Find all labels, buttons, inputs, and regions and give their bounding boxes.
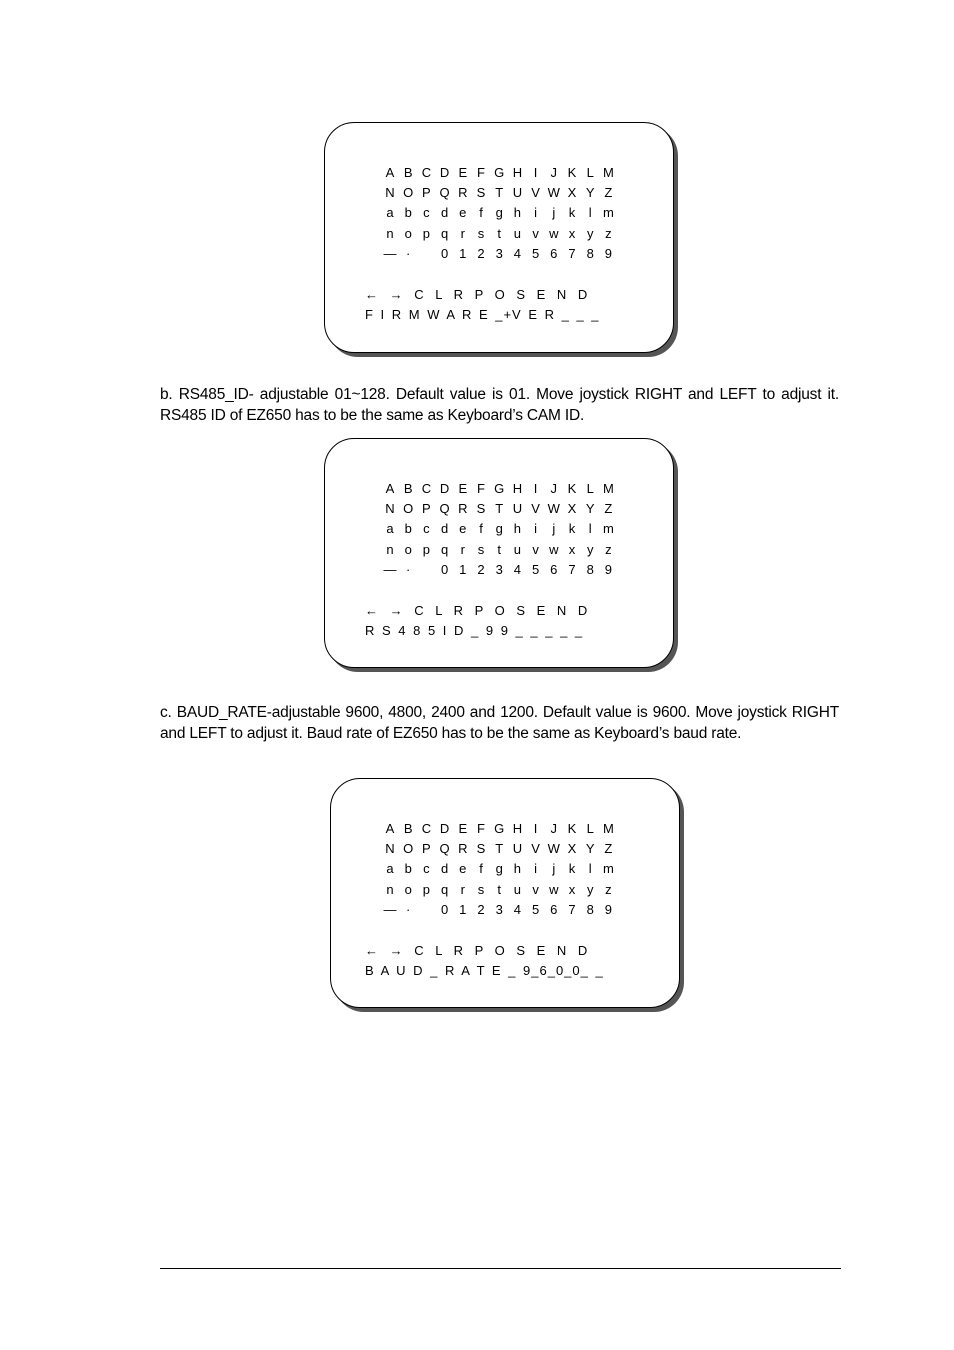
osd-char: k xyxy=(568,205,576,220)
osd-char: Y xyxy=(585,841,595,856)
osd-char: Q xyxy=(439,841,450,856)
osd-char: h xyxy=(513,205,521,220)
osd-entry-row: B A U D _ R A T E _ 9_6_0_0_ _ xyxy=(365,963,604,978)
osd-char: s xyxy=(477,542,485,557)
osd-char: E xyxy=(458,481,468,496)
osd-char: 4 xyxy=(513,246,521,261)
osd-char: w xyxy=(549,226,559,241)
osd-nav-row: ← → C L R P O S E N D xyxy=(365,287,589,302)
osd-char: S xyxy=(476,185,486,200)
osd-char: 1 xyxy=(459,902,467,917)
osd-char: H xyxy=(512,821,523,836)
osd-char: 3 xyxy=(495,562,503,577)
osd-char: D xyxy=(439,821,450,836)
osd-char: Q xyxy=(439,185,450,200)
osd-char: g xyxy=(495,521,503,536)
paragraph-baud-rate: c. BAUD_RATE-adjustable 9600, 4800, 2400 and 1200. Default value is 9600. Move joystick RIGHT and LEFT to adjust it. Baud rate of EZ650 has to be the same as Keyboard’s baud rate. xyxy=(160,704,839,742)
osd-char: j xyxy=(552,205,556,220)
osd-char: O xyxy=(403,501,414,516)
osd-char: D xyxy=(439,165,450,180)
osd-char: r xyxy=(460,542,465,557)
osd-char: t xyxy=(497,542,501,557)
osd-char: b xyxy=(404,861,412,876)
osd-char: d xyxy=(440,205,449,220)
osd-char: C xyxy=(421,165,432,180)
osd-char: k xyxy=(568,861,576,876)
osd-char: 4 xyxy=(513,902,521,917)
osd-char: i xyxy=(534,205,538,220)
osd-char: M xyxy=(602,481,614,496)
osd-char: E xyxy=(458,165,468,180)
osd-char: F xyxy=(477,481,485,496)
osd-char: Y xyxy=(585,185,595,200)
osd-char: 2 xyxy=(477,902,485,917)
osd-char: B xyxy=(403,481,413,496)
osd-char: U xyxy=(512,501,523,516)
osd-char: B xyxy=(403,165,413,180)
osd-char: z xyxy=(605,226,612,241)
osd-char: A xyxy=(385,481,395,496)
osd-char: 9 xyxy=(604,902,612,917)
osd-char: 4 xyxy=(513,562,521,577)
osd-char: 5 xyxy=(531,562,540,577)
footer-rule xyxy=(160,1268,841,1269)
osd-char: v xyxy=(532,882,539,897)
osd-nav-row: ← → C L R P O S E N D xyxy=(365,603,589,618)
osd-char: p xyxy=(422,226,430,241)
osd-char: 9 xyxy=(604,562,612,577)
osd-char: f xyxy=(479,205,483,220)
osd-char: R xyxy=(458,185,468,200)
osd-char: z xyxy=(605,882,612,897)
osd-char: i xyxy=(534,861,538,876)
osd-char: l xyxy=(588,861,592,876)
osd-char: K xyxy=(567,165,577,180)
osd-char: a xyxy=(386,861,394,876)
osd-char: b xyxy=(404,205,412,220)
osd-char: R xyxy=(458,501,468,516)
osd-char: B xyxy=(403,821,413,836)
osd-char: 6 xyxy=(550,902,558,917)
osd-char: m xyxy=(602,521,614,536)
osd-char: — xyxy=(383,246,397,261)
osd-char: k xyxy=(568,521,576,536)
osd-char: L xyxy=(586,481,594,496)
osd-char: 8 xyxy=(586,902,594,917)
osd-char: Z xyxy=(604,501,613,516)
osd-char: a xyxy=(386,205,394,220)
osd-char: o xyxy=(404,882,412,897)
osd-char: z xyxy=(605,542,612,557)
osd-screen-firmware xyxy=(324,122,674,353)
osd-char: J xyxy=(550,165,558,180)
osd-screen-rs485-id xyxy=(324,438,674,668)
osd-char: K xyxy=(567,821,577,836)
osd-char: S xyxy=(476,841,486,856)
osd-char: o xyxy=(404,226,412,241)
osd-char: G xyxy=(494,481,505,496)
osd-char: e xyxy=(459,861,467,876)
osd-char: E xyxy=(458,821,468,836)
osd-char: G xyxy=(494,821,505,836)
osd-char: p xyxy=(422,542,430,557)
osd-char: 5 xyxy=(531,246,540,261)
osd-char: O xyxy=(403,841,414,856)
osd-char: 0 xyxy=(440,562,449,577)
osd-char: J xyxy=(550,821,558,836)
osd-char: W xyxy=(547,501,560,516)
osd-char: n xyxy=(386,882,394,897)
osd-char: K xyxy=(567,481,577,496)
osd-char: f xyxy=(479,521,483,536)
osd-char: 9 xyxy=(604,246,612,261)
osd-char: p xyxy=(422,882,430,897)
osd-char: q xyxy=(440,542,449,557)
osd-char: h xyxy=(513,861,521,876)
osd-char: · xyxy=(406,246,411,261)
osd-char: H xyxy=(512,165,523,180)
osd-char: d xyxy=(440,861,449,876)
osd-char: w xyxy=(549,882,559,897)
osd-char: e xyxy=(459,521,467,536)
osd-char: n xyxy=(386,542,394,557)
osd-char: Z xyxy=(604,841,613,856)
osd-char: m xyxy=(602,861,614,876)
osd-char: o xyxy=(404,542,412,557)
osd-char: P xyxy=(422,841,431,856)
osd-char: Y xyxy=(585,501,595,516)
osd-char: N xyxy=(385,185,395,200)
osd-char: 7 xyxy=(568,902,576,917)
osd-nav-row: ← → C L R P O S E N D xyxy=(365,943,589,958)
osd-char: 8 xyxy=(586,246,594,261)
osd-char: q xyxy=(440,882,449,897)
osd-char: F xyxy=(477,165,485,180)
osd-char: S xyxy=(476,501,486,516)
osd-char: q xyxy=(440,226,449,241)
osd-char: x xyxy=(568,542,576,557)
osd-char: m xyxy=(602,205,614,220)
osd-char: v xyxy=(532,226,539,241)
osd-char: i xyxy=(534,521,538,536)
osd-char: D xyxy=(439,481,450,496)
osd-char: J xyxy=(550,481,558,496)
osd-char: c xyxy=(423,521,430,536)
osd-char: 2 xyxy=(477,562,485,577)
osd-char: V xyxy=(531,185,540,200)
osd-char: 0 xyxy=(440,246,449,261)
osd-char: d xyxy=(440,521,449,536)
osd-char: s xyxy=(477,882,485,897)
osd-char: I xyxy=(533,821,538,836)
osd-char: 1 xyxy=(459,562,467,577)
osd-char: V xyxy=(531,841,540,856)
osd-entry-row: F I R M W A R E _+V E R _ _ _ xyxy=(365,307,600,322)
osd-char: · xyxy=(406,902,411,917)
osd-char: N xyxy=(385,841,395,856)
osd-char: G xyxy=(494,165,505,180)
osd-char: b xyxy=(404,521,412,536)
osd-char: y xyxy=(586,882,594,897)
osd-char: c xyxy=(423,205,430,220)
osd-char: P xyxy=(422,185,431,200)
osd-char: 6 xyxy=(550,562,558,577)
osd-char: 7 xyxy=(568,562,576,577)
osd-char: O xyxy=(403,185,414,200)
osd-char: 3 xyxy=(495,246,503,261)
osd-char: Z xyxy=(604,185,613,200)
osd-entry-row: R S 4 8 5 I D _ 9 9 _ _ _ _ _ xyxy=(365,623,584,638)
osd-char: w xyxy=(549,542,559,557)
osd-char: e xyxy=(459,205,467,220)
osd-char: l xyxy=(588,205,592,220)
osd-char: W xyxy=(547,185,560,200)
osd-screen-baud-rate xyxy=(330,778,680,1008)
osd-char: — xyxy=(383,562,397,577)
osd-char: l xyxy=(588,521,592,536)
osd-char: g xyxy=(495,205,503,220)
osd-char: v xyxy=(532,542,539,557)
osd-char: 5 xyxy=(531,902,540,917)
osd-char: I xyxy=(533,481,538,496)
osd-char: P xyxy=(422,501,431,516)
osd-char: N xyxy=(385,501,395,516)
osd-char: n xyxy=(386,226,394,241)
osd-char: · xyxy=(406,562,411,577)
osd-char: 7 xyxy=(568,246,576,261)
osd-char: A xyxy=(385,821,395,836)
osd-char: X xyxy=(567,841,577,856)
osd-char: 2 xyxy=(477,246,485,261)
osd-char: c xyxy=(423,861,430,876)
osd-char: C xyxy=(421,821,432,836)
osd-char: Q xyxy=(439,501,450,516)
osd-char: h xyxy=(513,521,521,536)
osd-char: j xyxy=(552,861,556,876)
osd-char: R xyxy=(458,841,468,856)
osd-char: j xyxy=(552,521,556,536)
osd-char: — xyxy=(383,902,397,917)
osd-char: a xyxy=(386,521,394,536)
osd-char: X xyxy=(567,185,577,200)
osd-char: t xyxy=(497,882,501,897)
osd-char: H xyxy=(512,481,523,496)
osd-char: u xyxy=(513,542,521,557)
osd-char: X xyxy=(567,501,577,516)
osd-char: u xyxy=(513,226,521,241)
osd-char: f xyxy=(479,861,483,876)
osd-char: 1 xyxy=(459,246,467,261)
osd-char: 6 xyxy=(550,246,558,261)
osd-char: U xyxy=(512,841,523,856)
osd-char: x xyxy=(568,226,576,241)
osd-char: U xyxy=(512,185,523,200)
osd-char: x xyxy=(568,882,576,897)
osd-char: y xyxy=(586,226,594,241)
osd-char: M xyxy=(602,165,614,180)
osd-char: L xyxy=(586,165,594,180)
osd-char: g xyxy=(495,861,503,876)
osd-char: W xyxy=(547,841,560,856)
osd-char: 8 xyxy=(586,562,594,577)
osd-char: L xyxy=(586,821,594,836)
osd-char: F xyxy=(477,821,485,836)
paragraph-rs485-id: b. RS485_ID- adjustable 01~128. Default value is 01. Move joystick RIGHT and LEFT to adjust it. RS485 ID of EZ650 has to be the same as Keyboard’s CAM ID. xyxy=(160,386,839,424)
osd-char: y xyxy=(586,542,594,557)
osd-char: r xyxy=(460,226,465,241)
osd-char: r xyxy=(460,882,465,897)
osd-char: t xyxy=(497,226,501,241)
osd-char: V xyxy=(531,501,540,516)
osd-char: u xyxy=(513,882,521,897)
osd-char: 0 xyxy=(440,902,449,917)
osd-char: T xyxy=(495,185,504,200)
osd-char: M xyxy=(602,821,614,836)
osd-char: T xyxy=(495,841,504,856)
osd-char: I xyxy=(533,165,538,180)
osd-char: C xyxy=(421,481,432,496)
osd-char: T xyxy=(495,501,504,516)
osd-char: 3 xyxy=(495,902,503,917)
osd-char: A xyxy=(385,165,395,180)
osd-char: s xyxy=(477,226,485,241)
